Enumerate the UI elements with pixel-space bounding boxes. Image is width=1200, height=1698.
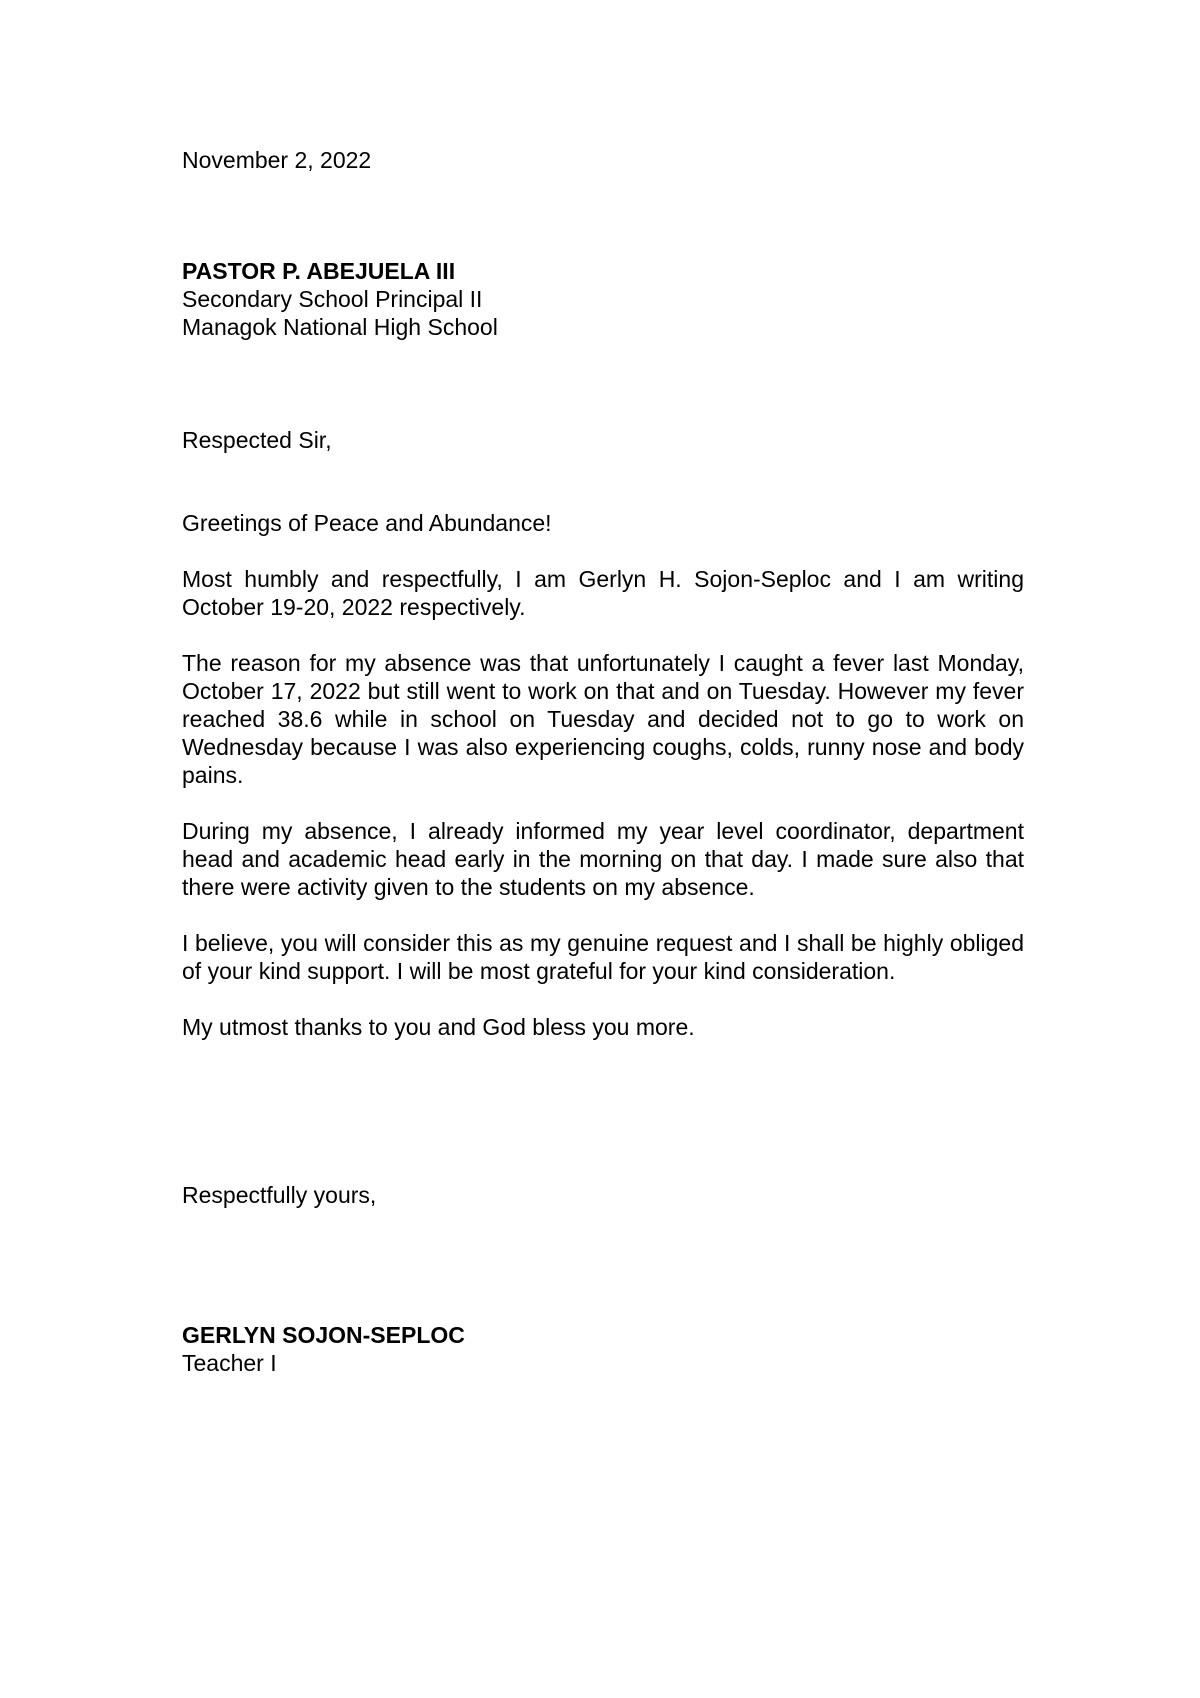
recipient-name: PASTOR P. ABEJUELA III <box>182 258 456 284</box>
body-paragraph-3: During my absence, I already informed my year level coordinator, department head and academic head early in the morning on that day. I made sure also that there were activity given to the students on my absence. <box>182 818 1024 900</box>
letter-date: November 2, 2022 <box>182 147 372 173</box>
sender-name: GERLYN SOJON-SEPLOC <box>182 1322 465 1348</box>
thanks-line: My utmost thanks to you and God bless you more. <box>182 1014 695 1040</box>
greeting: Greetings of Peace and Abundance! <box>182 510 552 536</box>
body-paragraph-4: I believe, you will consider this as my genuine request and I shall be highly obliged of your kind support. I will be most grateful for your kind consideration. <box>182 930 1024 984</box>
closing: Respectfully yours, <box>182 1182 377 1208</box>
sender-title: Teacher I <box>182 1350 277 1376</box>
recipient-school: Managok National High School <box>182 314 498 340</box>
recipient-title: Secondary School Principal II <box>182 286 483 312</box>
salutation: Respected Sir, <box>182 427 332 453</box>
body-paragraph-1: Most humbly and respectfully, I am Gerlyn H. Sojon-Seploc and I am writing October 19-20, 2022 respectively. <box>182 566 1024 620</box>
body-paragraph-2: The reason for my absence was that unfortunately I caught a fever last Monday, October 17, 2022 but still went to work on that and on Tuesday. However my fever reached 38.6 while in school on Tuesday and decided not to go to work on Wednesday because I was also experiencing coughs, colds, runny nose and body pains. <box>182 650 1024 788</box>
